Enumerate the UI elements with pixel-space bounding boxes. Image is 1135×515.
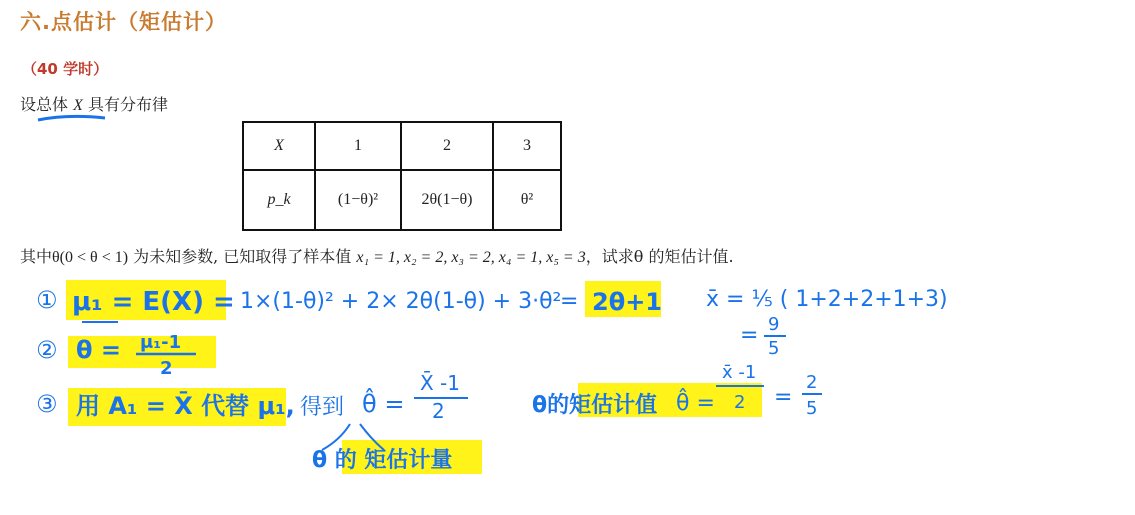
table-cell: X [243,122,315,170]
estimate-value-numerator: 2 [806,372,818,393]
estimate-label: θ的矩估计值 [532,393,658,418]
table-cell: 2 [401,122,493,170]
intro-variable: X [73,97,83,114]
hours-label: （40 学时） [22,60,109,78]
table-cell: (1−θ)² [315,170,401,230]
section-title: 六.点估计（矩估计） [20,10,227,34]
step3-get: 得到 [300,395,345,420]
step3-denominator: 2 [432,399,445,423]
step2-numerator: μ₁-1 [140,332,182,353]
xbar-line1: x̄ = ⅕ ( 1+2+2+1+3) [706,287,948,312]
step3-numerator: X̄ -1 [420,371,460,395]
step1-marker: ① [36,286,58,314]
intro-suffix: 具有分布律 [82,95,168,114]
estimator-label: θ 的 矩估计量 [312,448,453,473]
step2-marker: ② [36,336,58,364]
step3-marker: ③ [36,390,58,418]
table-cell: θ² [493,170,561,230]
question-suffix: ，试求θ 的矩估计值. [585,247,734,266]
table-cell: 2θ(1−θ) [401,170,493,230]
xbar-numerator: 9 [768,314,780,335]
underline-mark [38,116,105,120]
estimate-numerator: x̄ -1 [722,362,757,383]
question-samples: x₁ = 1, x₂ = 2, x₃ = 2, x₄ = 1, x₅ = 3 [356,249,586,266]
table-cell: 1 [315,122,401,170]
estimate-thetahat: θ̂ = [676,391,715,416]
xbar-eq: = [740,323,759,348]
estimate-denominator: 2 [734,392,746,413]
estimate-value-denominator: 5 [806,398,818,419]
question-middle: 为未知参数, 已知取得了样本值 [128,247,357,266]
question-prefix: 其中 [20,247,53,266]
step1-equals: = [560,289,579,314]
step1-result: 2θ+1 [592,288,662,316]
step1-expression: 1×(1-θ)² + 2× 2θ(1-θ) + 3·θ² [240,289,562,314]
xbar-denominator: 5 [768,338,780,359]
step3-text: 用 A₁ = X̄ 代替 μ₁, [76,392,295,420]
intro-prefix: 设总体 [20,95,74,114]
table-cell: p_k [243,170,315,230]
step2-denominator: 2 [160,358,173,379]
step3-thetahat: θ̂ = [362,390,405,418]
step2-theta: θ = [76,336,121,364]
table-cell: 3 [493,122,561,170]
estimate-equals: = [774,385,793,410]
step1-lhs: μ₁ = E(X) = [72,287,235,317]
question-param: θ(0 < θ < 1) [52,249,129,266]
